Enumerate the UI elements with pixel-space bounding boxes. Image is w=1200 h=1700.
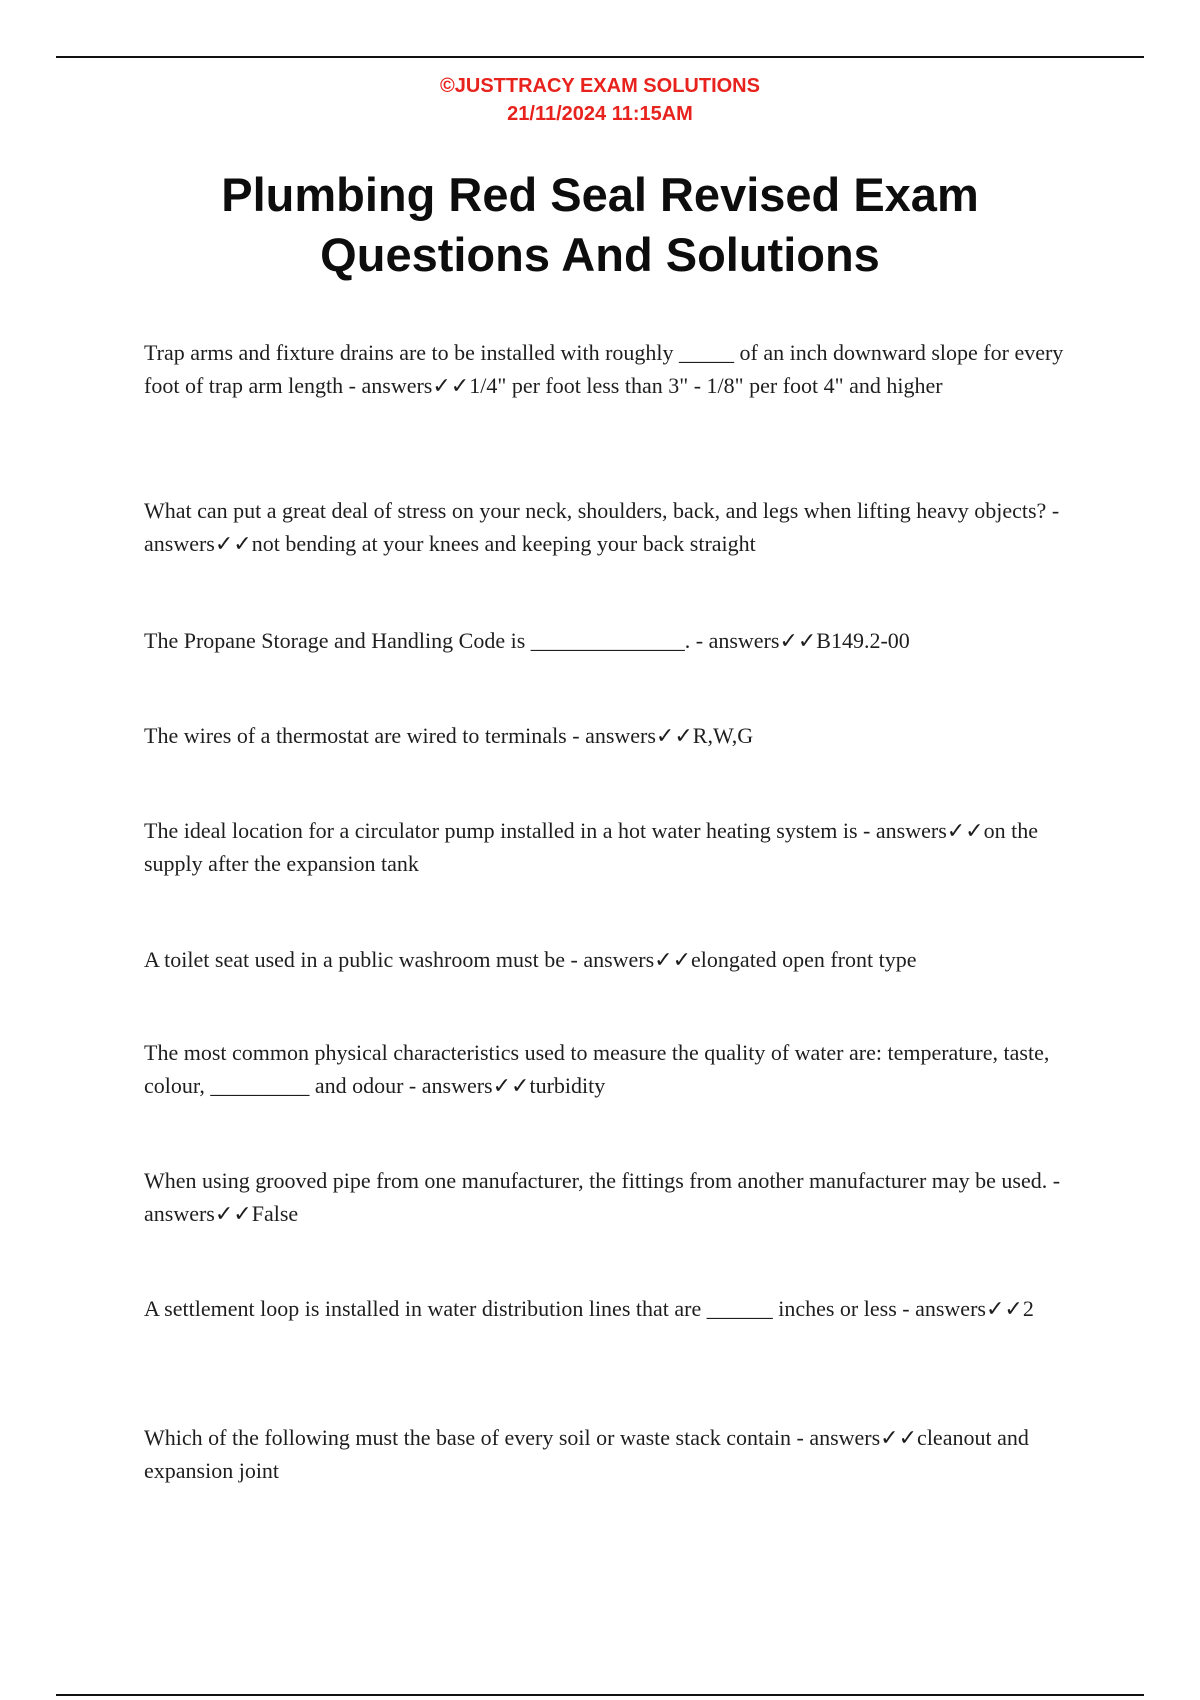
qa-item-5: The ideal location for a circulator pump installed in a hot water heating system is - answers✓✓on the supply after the expansion tank xyxy=(144,818,1038,876)
header-brand: ©JUSTTRACY EXAM SOLUTIONS xyxy=(440,75,760,97)
qa-item-2: What can put a great deal of stress on your neck, shoulders, back, and legs when lifting heavy objects? - answers✓✓not bending at your knees and keeping your back straight xyxy=(144,498,1060,556)
qa-item-4: The wires of a thermostat are wired to terminals - answers✓✓R,W,G xyxy=(144,723,754,748)
qa-item-7: The most common physical characteristics used to measure the quality of water are: temperature, taste, colour, _________ and odour - answers✓✓turbidity xyxy=(144,1040,1050,1098)
qa-item-6: A toilet seat used in a public washroom must be - answers✓✓elongated open front type xyxy=(144,947,917,972)
qa-item-1: Trap arms and fixture drains are to be installed with roughly _____ of an inch downward slope for every foot of trap arm length - answers✓✓1/4" per foot less than 3" - 1/8" per foot 4" and higher xyxy=(144,340,1064,398)
qa-item-10: Which of the following must the base of every soil or waste stack contain - answers✓✓cleanout and expansion joint xyxy=(144,1425,1029,1483)
document-title: Plumbing Red Seal Revised Exam Questions And Solutions xyxy=(221,168,979,281)
qa-item-9: A settlement loop is installed in water distribution lines that are ______ inches or less - answers✓✓2 xyxy=(144,1296,1034,1321)
bottom-rule xyxy=(56,1694,1144,1696)
top-rule xyxy=(56,56,1144,58)
qa-item-3: The Propane Storage and Handling Code is ______________. - answers✓✓B149.2-00 xyxy=(144,628,910,653)
qa-item-8: When using grooved pipe from one manufacturer, the fittings from another manufacturer may be used. - answers✓✓False xyxy=(144,1168,1061,1226)
header-timestamp: 21/11/2024 11:15AM xyxy=(507,103,693,125)
page-header xyxy=(0,72,1200,128)
